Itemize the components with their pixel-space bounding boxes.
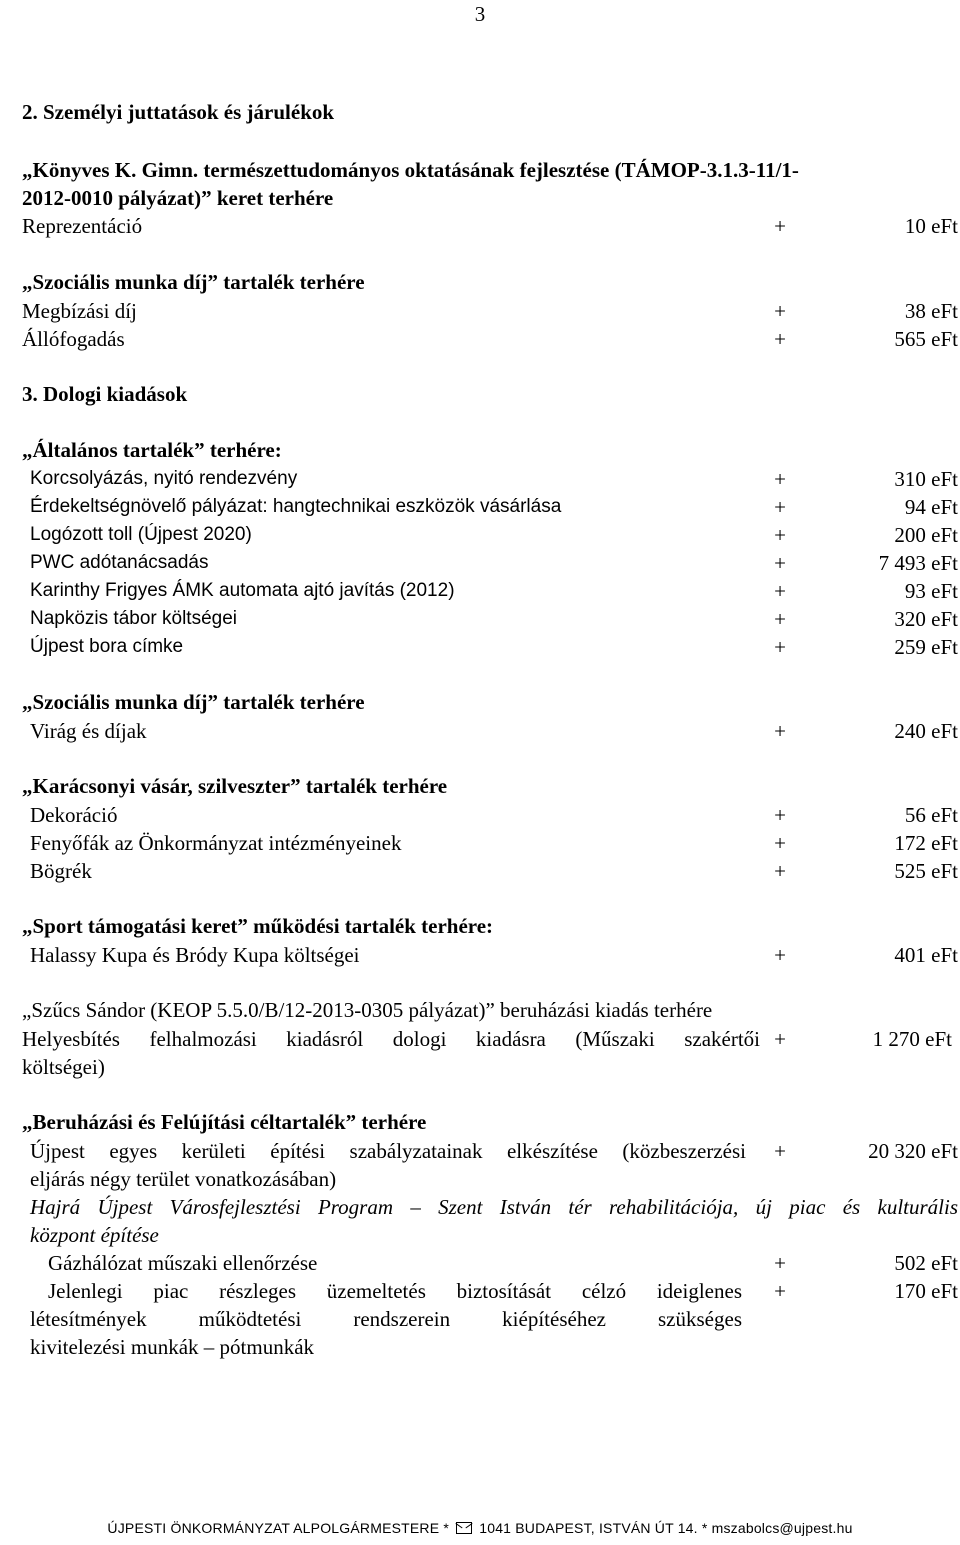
item-row — [0, 297, 960, 325]
program-title-line1 — [0, 1193, 960, 1221]
item-row — [0, 941, 960, 969]
item-amount: 93 eFt — [904, 579, 958, 603]
item-amount: 310 eFt — [894, 467, 958, 491]
item-amount: 240 eFt — [894, 719, 958, 743]
item-row — [0, 717, 960, 745]
item-row-continuation — [0, 1165, 960, 1193]
item-label: Helyesbítés felhalmozási kiadásról dologi kiadásra (Műszaki szakértői — [22, 1027, 760, 1051]
footer-office: ÚJPESTI ÖNKORMÁNYZAT ALPOLGÁRMESTERE * — [107, 1520, 450, 1536]
plus-sign: + — [774, 943, 786, 967]
plus-sign: + — [774, 635, 786, 659]
plus-sign: + — [774, 803, 786, 827]
item-label: Újpest bora címke — [30, 636, 184, 657]
section-3-title: 3. Dologi kiadások — [22, 382, 188, 406]
program-title-line2 — [0, 1221, 960, 1249]
plus-sign: + — [774, 1139, 786, 1163]
item-label: Reprezentáció — [22, 214, 143, 238]
item-label: Gázhálózat műszaki ellenőrzése — [48, 1251, 318, 1275]
item-label: kivitelezési munkák – pótmunkák — [30, 1335, 315, 1359]
item-label: Bögrék — [30, 859, 92, 883]
item-label: PWC adótanácsadás — [30, 552, 209, 573]
item-label: Karinthy Frigyes ÁMK automata ajtó javítás (2012) — [30, 580, 455, 601]
page-footer — [0, 1520, 960, 1536]
item-label: Megbízási díj — [22, 299, 137, 323]
item-row — [0, 829, 960, 857]
item-row-continuation — [0, 1305, 960, 1333]
item-row-continuation — [0, 1333, 960, 1361]
item-label: Dekoráció — [30, 803, 118, 827]
item-label: Logózott toll (Újpest 2020) — [30, 524, 252, 545]
item-row — [0, 521, 960, 549]
item-amount: 401 eFt — [894, 943, 958, 967]
item-label: Napközis tábor költségei — [30, 608, 237, 629]
plus-sign: + — [774, 579, 786, 603]
item-amount: 7 493 eFt — [878, 551, 958, 575]
sport-reserve-heading: „Sport támogatási keret” működési tartalék terhére: — [22, 914, 494, 938]
plus-sign: + — [774, 1251, 786, 1275]
plus-sign: + — [774, 551, 786, 575]
plus-sign: + — [774, 327, 786, 351]
plus-sign: + — [774, 607, 786, 631]
item-row — [0, 212, 960, 240]
item-label: Virág és díjak — [30, 719, 147, 743]
item-amount: 10 eFt — [904, 214, 958, 238]
envelope-icon — [456, 1522, 472, 1534]
item-row — [0, 1277, 960, 1305]
general-reserve-heading: „Általános tartalék” terhére: — [22, 438, 282, 462]
plus-sign: + — [774, 831, 786, 855]
plus-sign: + — [774, 299, 786, 323]
item-amount: 56 eFt — [904, 803, 958, 827]
item-row — [0, 577, 960, 605]
item-label: Halassy Kupa és Bródy Kupa költségei — [30, 943, 360, 967]
item-label: eljárás négy terület vonatkozásában) — [30, 1167, 337, 1191]
item-amount: 200 eFt — [894, 523, 958, 547]
item-amount: 525 eFt — [894, 859, 958, 883]
section-2-title: 2. Személyi juttatások és járulékok — [22, 100, 335, 124]
item-row — [0, 633, 960, 661]
item-row-continuation — [0, 1053, 960, 1081]
item-row — [0, 465, 960, 493]
item-label: Korcsolyázás, nyitó rendezvény — [30, 468, 298, 489]
item-amount: 20 320 eFt — [868, 1139, 958, 1163]
item-amount: 259 eFt — [894, 635, 958, 659]
plus-sign: + — [774, 523, 786, 547]
item-amount: 1 270 eFt — [872, 1027, 952, 1051]
item-row — [0, 549, 960, 577]
item-row — [0, 801, 960, 829]
plus-sign: + — [774, 719, 786, 743]
item-label: létesítmények működtetési rendszerein kiépítéséhez szükséges — [30, 1307, 742, 1331]
item-amount: 38 eFt — [904, 299, 958, 323]
investment-reserve-heading: „Beruházási és Felújítási céltartalék” terhére — [22, 1110, 427, 1134]
item-row — [0, 1249, 960, 1277]
page-number: 3 — [474, 2, 486, 26]
item-amount: 172 eFt — [894, 831, 958, 855]
plus-sign: + — [774, 495, 786, 519]
item-row — [0, 857, 960, 885]
item-label: Érdekeltségnövelő pályázat: hangtechnikai eszközök vásárlása — [30, 496, 562, 517]
item-label: Jelenlegi piac részleges üzemeltetés biztosítását célzó ideiglenes — [48, 1279, 742, 1303]
plus-sign: + — [774, 1027, 786, 1051]
group-tamop-heading-line1: „Könyves K. Gimn. természettudományos oktatásának fejlesztése (TÁMOP-3.1.3-11/1- — [22, 158, 799, 182]
item-amount: 565 eFt — [894, 327, 958, 351]
item-label: költségei) — [22, 1055, 105, 1079]
item-amount: 320 eFt — [894, 607, 958, 631]
group-tamop-heading-line2: 2012-0010 pályázat)” keret terhére — [22, 186, 334, 210]
footer-address: 1041 BUDAPEST, ISTVÁN ÚT 14. * mszabolcs@ujpest.hu — [479, 1520, 853, 1536]
social-reserve-heading: „Szociális munka díj” tartalék terhére — [22, 690, 365, 714]
item-label: Fenyőfák az Önkormányzat intézményeinek — [30, 831, 402, 855]
item-row — [0, 605, 960, 633]
plus-sign: + — [774, 467, 786, 491]
plus-sign: + — [774, 214, 786, 238]
program-title: központ építése — [30, 1223, 159, 1247]
item-amount: 502 eFt — [894, 1251, 958, 1275]
item-row — [0, 1137, 960, 1165]
item-row — [0, 325, 960, 353]
item-label: Állófogadás — [22, 327, 125, 351]
item-row — [0, 493, 960, 521]
item-label: Újpest egyes kerületi építési szabályzatainak elkészítése (közbeszerzési — [30, 1139, 746, 1163]
item-amount: 170 eFt — [894, 1279, 958, 1303]
program-title: Hajrá Újpest Városfejlesztési Program – Szent István tér rehabilitációja, új piac és kulturális — [30, 1195, 958, 1219]
item-row — [0, 1025, 960, 1053]
item-amount: 94 eFt — [904, 495, 958, 519]
group-social-heading: „Szociális munka díj” tartalék terhére — [22, 270, 365, 294]
plus-sign: + — [774, 1279, 786, 1303]
szucs-heading: „Szűcs Sándor (KEOP 5.5.0/B/12-2013-0305 pályázat)” beruházási kiadás terhére — [22, 998, 713, 1022]
christmas-reserve-heading: „Karácsonyi vásár, szilveszter” tartalék terhére — [22, 774, 448, 798]
plus-sign: + — [774, 859, 786, 883]
